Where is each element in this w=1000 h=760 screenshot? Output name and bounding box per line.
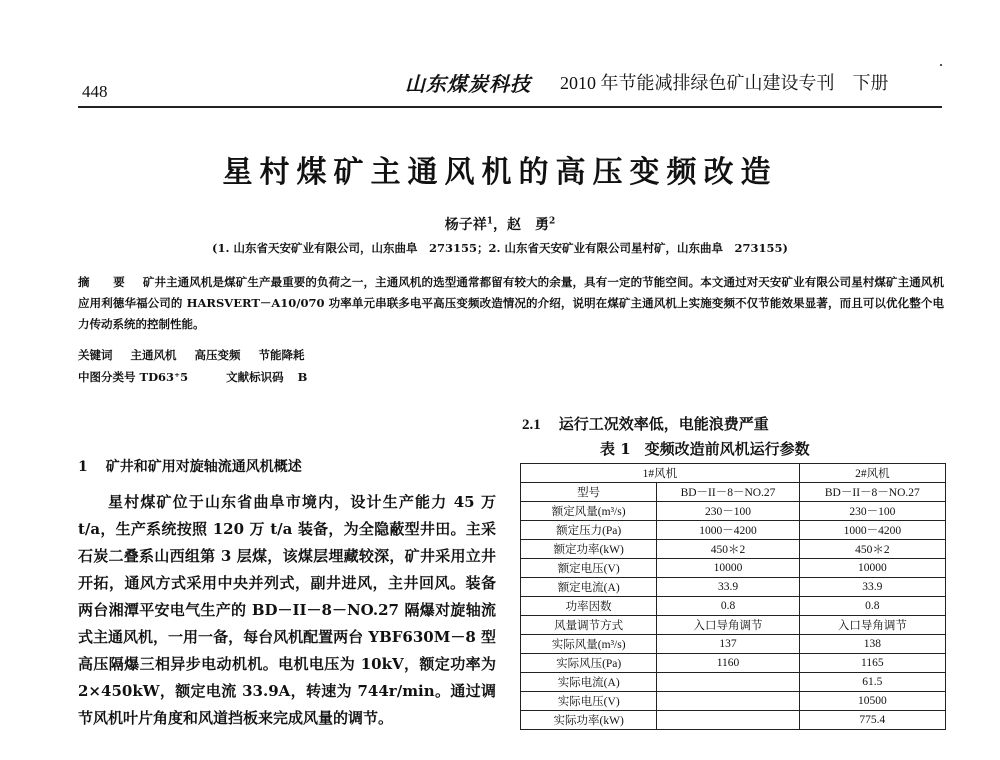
table-row [521, 578, 946, 597]
table-row [521, 692, 946, 711]
header-divider [78, 106, 942, 108]
table-row [521, 654, 946, 673]
table-header-cell: 1#风机 [521, 464, 800, 483]
table-cell: 实际电压(V) [521, 692, 657, 711]
article-title: 星村煤矿主通风机的高压变频改造 [222, 155, 778, 190]
table-cell: 10500 [799, 692, 945, 711]
table-row [521, 502, 946, 521]
table-row [521, 521, 946, 540]
abstract [78, 272, 944, 335]
author-affil-mark: 1 [486, 216, 493, 227]
section-title: 运行工况效率低，电能浪费严重 [558, 415, 769, 433]
abstract-text: 矿井主通风机是煤矿生产最重要的负荷之一，主通风机的选型通常都留有较大的余量，具有一定的节能空间。本文通过对天安矿业有限公司星村煤矿主通风机应用利德华福公司的 HARSVERT－A10/070 功率单元串联多电平高压变频改造情况的介绍，说明在煤矿主通风机上实施变频不仅节能效果显著，而且可以优化整个电力传动系统的控制性能。 [78, 275, 944, 331]
affiliation: (1. 山东省天安矿业有限公司，山东曲阜 273155；2. 山东省天安矿业有限公司星村矿，山东曲阜 273155) [212, 241, 788, 255]
table-cell: 61.5 [799, 673, 945, 692]
table-row [521, 540, 946, 559]
issue-label: 2010 年节能减排绿色矿山建设专刊 下册 [560, 73, 889, 93]
author-name: 杨子祥 [444, 217, 487, 233]
table-header-cell: 2#风机 [799, 464, 945, 483]
keywords-line [78, 347, 305, 363]
section-1-heading [78, 456, 302, 476]
table-row [521, 635, 946, 654]
table-row [521, 483, 946, 502]
class-label: 中图分类号 [78, 370, 136, 384]
classification-line [78, 369, 307, 385]
table-number: 表 1 [600, 440, 631, 458]
table-cell: 额定功率(kW) [521, 540, 657, 559]
table-row [521, 559, 946, 578]
table-cell: 137 [657, 635, 799, 654]
table-header-row [521, 464, 946, 483]
table-cell: 10000 [799, 559, 945, 578]
class-value: TD63⁺5 [139, 370, 189, 384]
doc-code-value: B [297, 370, 308, 384]
page-number: 448 [82, 82, 108, 101]
table-title: 变频改造前风机运行参数 [644, 440, 810, 458]
table-cell: 实际风量(m³/s) [521, 635, 657, 654]
table-row [521, 673, 946, 692]
table-cell: 450＊2 [799, 540, 945, 559]
keyword: 高压变频 [194, 348, 241, 362]
table-cell: BD－II－8－NO.27 [657, 483, 799, 502]
keyword: 节能降耗 [258, 348, 305, 362]
table-caption [600, 438, 810, 459]
author-list [0, 214, 1000, 234]
table-cell: 138 [799, 635, 945, 654]
table-cell: 450＊2 [657, 540, 799, 559]
fan-parameters-table [520, 463, 946, 730]
table-cell: 775.4 [799, 711, 945, 730]
table-cell: 额定电流(A) [521, 578, 657, 597]
table-cell: 0.8 [657, 597, 799, 616]
table-cell: 33.9 [799, 578, 945, 597]
section-number: 1 [78, 459, 88, 475]
table-cell [657, 711, 799, 730]
keyword: 主通风机 [130, 348, 177, 362]
table-cell: BD－II－8－NO.27 [799, 483, 945, 502]
abstract-label: 摘 要 [78, 275, 131, 289]
table-cell: 型号 [521, 483, 657, 502]
table-row [521, 616, 946, 635]
table-row [521, 711, 946, 730]
table-row [521, 597, 946, 616]
scan-speck [940, 64, 942, 66]
table-cell: 额定电压(V) [521, 559, 657, 578]
section-2-1-heading [522, 413, 769, 434]
table-cell: 实际风压(Pa) [521, 654, 657, 673]
table-cell [657, 673, 799, 692]
section-1-body [78, 489, 496, 732]
table-cell: 33.9 [657, 578, 799, 597]
table-cell: 0.8 [799, 597, 945, 616]
table-cell: 风量调节方式 [521, 616, 657, 635]
doc-code-label: 文献标识码 [226, 370, 284, 384]
table-cell: 1000－4200 [799, 521, 945, 540]
table-cell [657, 692, 799, 711]
journal-name: 山东煤炭科技 [405, 72, 531, 96]
table-cell: 额定风量(m³/s) [521, 502, 657, 521]
table-cell: 230－100 [799, 502, 945, 521]
table-cell: 1160 [657, 654, 799, 673]
section-number: 2.1 [522, 417, 541, 433]
author-name: 赵 勇 [507, 217, 549, 233]
body-paragraph: 星村煤矿位于山东省曲阜市境内，设计生产能力 45 万 t/a，生产系统按照 120 万 t/a 装备，为全隐蔽型井田。主采石炭二叠系山西组第 3 层煤，该煤层埋藏较深，矿井采用立井开拓，通风方式采用中央并列式，副井进风，主井回风。装备两台湘潭平安电气生产的 BD－II－8－NO.27 隔爆对旋轴流式主通风机，一用一备，每台风机配置两台 YBF630M－8 型高压隔爆三相异步电动机机。电机电压为 10kV，额定功率为 2×450kW，额定电流 33.9A，转速为 744r/min。通过调节风机叶片角度和风道挡板来完成风量的调节。 [78, 493, 496, 727]
table-cell: 1000－4200 [657, 521, 799, 540]
keywords-label: 关键词 [78, 348, 113, 362]
table-cell: 额定压力(Pa) [521, 521, 657, 540]
table-cell: 10000 [657, 559, 799, 578]
table-cell: 1165 [799, 654, 945, 673]
author-affil-mark: 2 [549, 216, 556, 227]
table-cell: 实际电流(A) [521, 673, 657, 692]
table-cell: 230－100 [657, 502, 799, 521]
table-cell: 实际功率(kW) [521, 711, 657, 730]
table-cell: 入口导角调节 [657, 616, 799, 635]
section-title: 矿井和矿用对旋轴流通风机概述 [105, 459, 302, 475]
table-cell: 入口导角调节 [799, 616, 945, 635]
author-separator: ， [493, 217, 507, 233]
table-cell: 功率因数 [521, 597, 657, 616]
